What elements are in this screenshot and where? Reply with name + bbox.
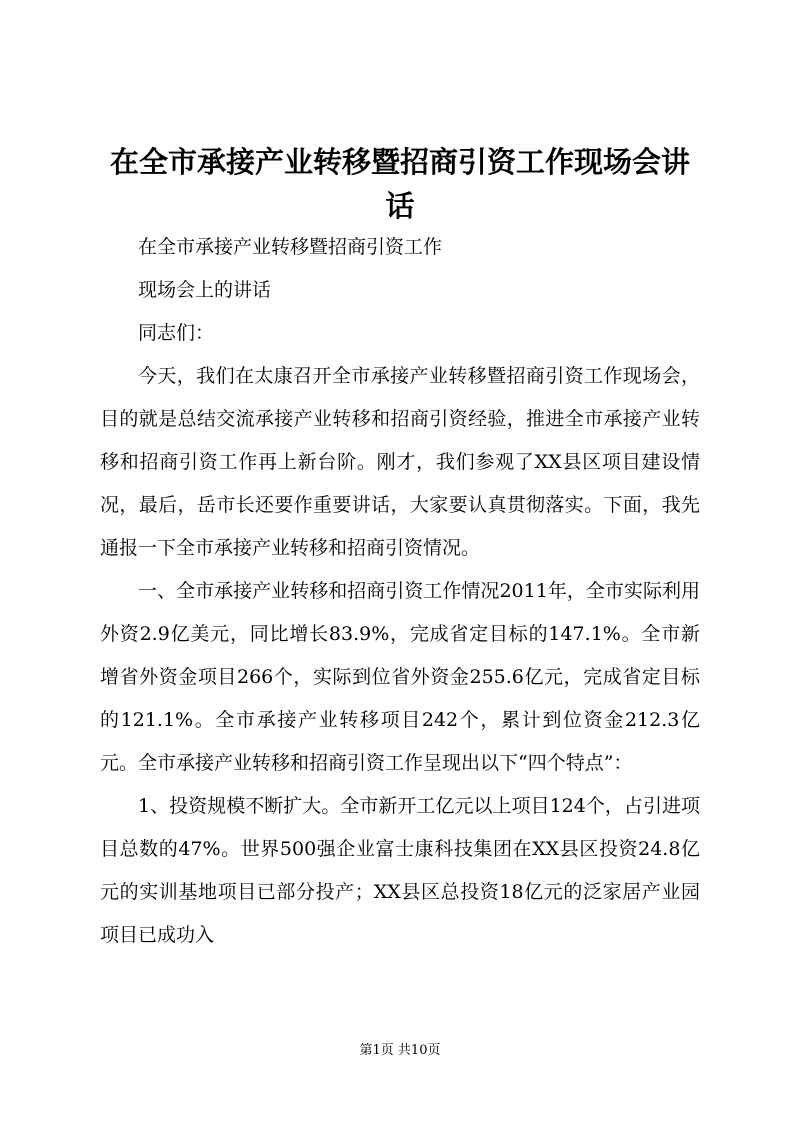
paragraph-intro: 今天，我们在太康召开全市承接产业转移暨招商引资工作现场会，目的就是总结交流承接产业转移和招商引资经验，推进全市承接产业转移和招商引资工作再上新台阶。刚才，我们参观了XX县区项目建设情况，最后，岳市长还要作重要讲话，大家要认真贯彻落实。下面，我先通报一下全市承接产业转移和招商引资情况。 bbox=[100, 365, 700, 559]
paragraph-point-one: 1、投资规模不断扩大。全市新开工亿元以上项目124个，占引进项目总数的47%。世界500强企业富士康科技集团在XX县区投资24.8亿元的实训基地项目已部分投产；XX县区总投资18亿元的泛家居产业园项目已成功入 bbox=[100, 795, 700, 946]
page-footer: 第1页 共10页 bbox=[359, 1043, 441, 1058]
subtitle-line-1: 在全市承接产业转移暨招商引资工作 bbox=[138, 236, 443, 258]
salutation: 同志们： bbox=[138, 322, 215, 344]
paragraph-section-one: 一、全市承接产业转移和招商引资工作情况2011年，全市实际利用外资2.9亿美元，同比增长83.9%，完成省定目标的147.1%。全市新增省外资金项目266个，实际到位省外资金255.6亿元，完成省定目标的121.1%。全市承接产业转移项目242个，累计到位资金212.3亿元。全市承接产业转移和招商引资工作呈现出以下“四个特点”： bbox=[100, 580, 700, 774]
document-body bbox=[100, 226, 700, 957]
subtitle-line-2: 现场会上的讲话 bbox=[138, 279, 272, 301]
document-title: 在全市承接产业转移暨招商引资工作现场会讲话 bbox=[109, 145, 690, 223]
